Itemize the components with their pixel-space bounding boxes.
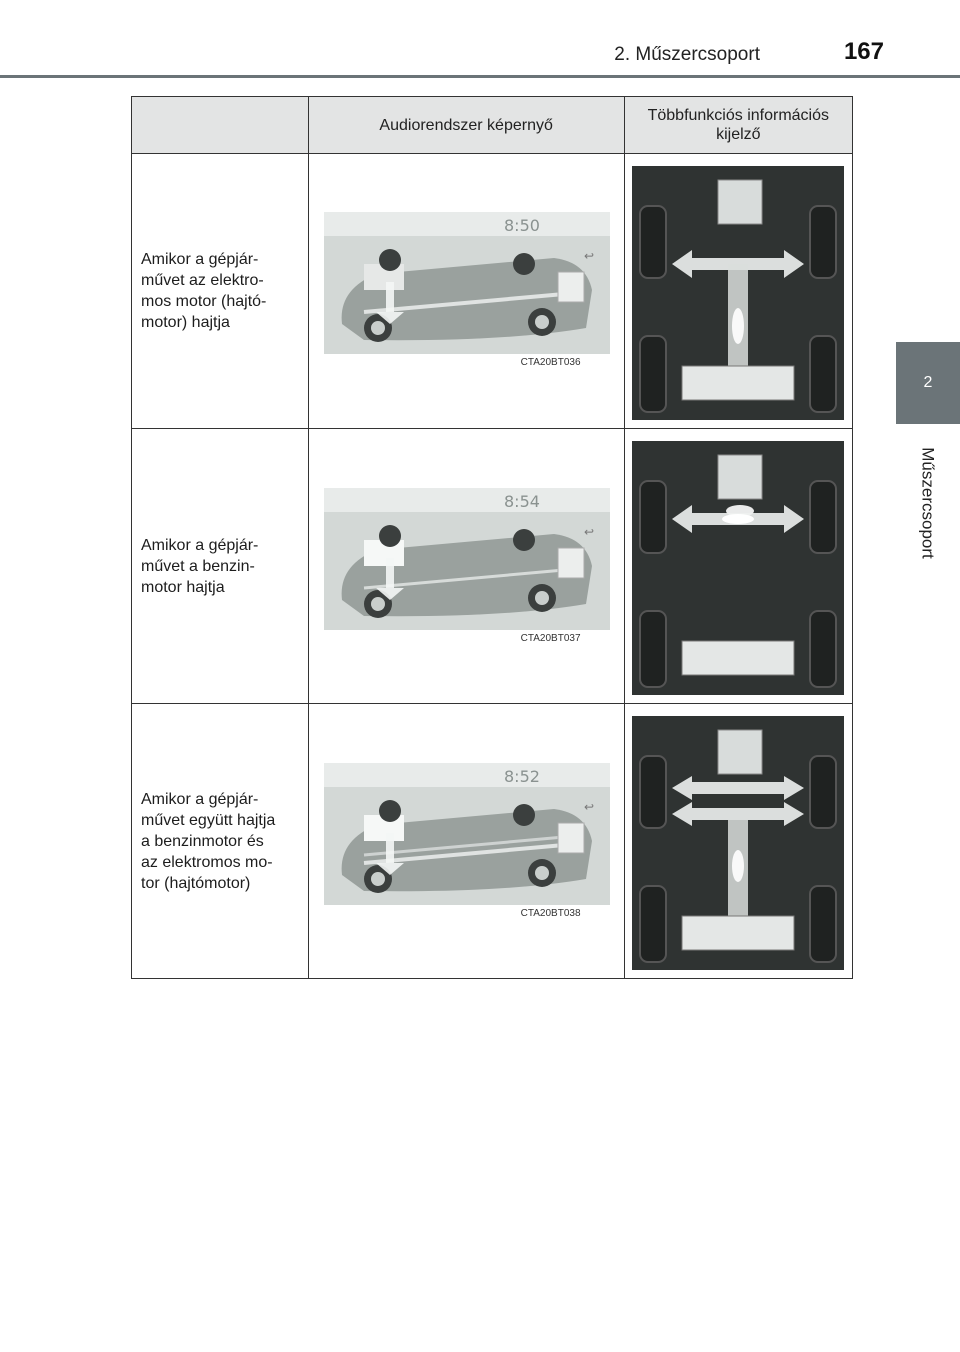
- side-tab-label: Műszercsoport: [919, 447, 939, 559]
- header-cell-mfd: Többfunkciós információs kijelző: [624, 97, 852, 154]
- audio-screen-illustration: [324, 212, 610, 354]
- mfd-illustration: [632, 716, 844, 970]
- mfd-cell: [624, 154, 852, 429]
- image-code: CTA20BT037: [520, 633, 581, 644]
- side-tab: [896, 424, 960, 582]
- image-code: CTA20BT036: [520, 357, 581, 368]
- back-icon: ↩: [583, 525, 594, 539]
- description-cell: [132, 704, 309, 979]
- audio-screen-cell: [308, 704, 624, 979]
- table-row: [132, 154, 853, 429]
- audio-screen-illustration: [324, 488, 610, 630]
- clock-text: 8:52: [503, 767, 540, 786]
- header-rule: [0, 75, 960, 78]
- description-cell: [132, 429, 309, 704]
- image-code: CTA20BT038: [520, 908, 581, 919]
- header-cell-empty: [132, 97, 309, 154]
- side-tab-number: 2: [896, 342, 960, 424]
- mfd-illustration: [632, 441, 844, 695]
- description-cell: [132, 154, 309, 429]
- description-text: Amikor a gépjár- művet az elektro- mos motor (hajtó- motor) hajtja: [141, 251, 267, 331]
- header-cell-audio: Audiorendszer képernyő: [308, 97, 624, 154]
- description-text: Amikor a gépjár- művet a benzin- motor hajtja: [141, 536, 259, 596]
- energy-flow-table: [131, 96, 853, 979]
- section-title: 2. Műszercsoport: [614, 44, 760, 65]
- back-icon: ↩: [583, 249, 594, 263]
- mfd-cell: [624, 704, 852, 979]
- audio-screen-cell: [308, 429, 624, 704]
- table-row: [132, 429, 853, 704]
- page-header: [0, 0, 960, 80]
- audio-screen-cell: [308, 154, 624, 429]
- audio-screen-illustration: [324, 763, 610, 905]
- table-header-row: [132, 97, 853, 154]
- mfd-illustration: [632, 166, 844, 420]
- description-text: Amikor a gépjár- művet együtt hajtja a benzinmotor és az elektromos mo- tor (hajtómotor): [141, 790, 276, 892]
- back-icon: ↩: [583, 800, 594, 814]
- page-number: 167: [843, 38, 884, 65]
- clock-text: 8:54: [503, 492, 540, 511]
- clock-text: 8:50: [503, 216, 540, 235]
- mfd-cell: [624, 429, 852, 704]
- table-row: [132, 704, 853, 979]
